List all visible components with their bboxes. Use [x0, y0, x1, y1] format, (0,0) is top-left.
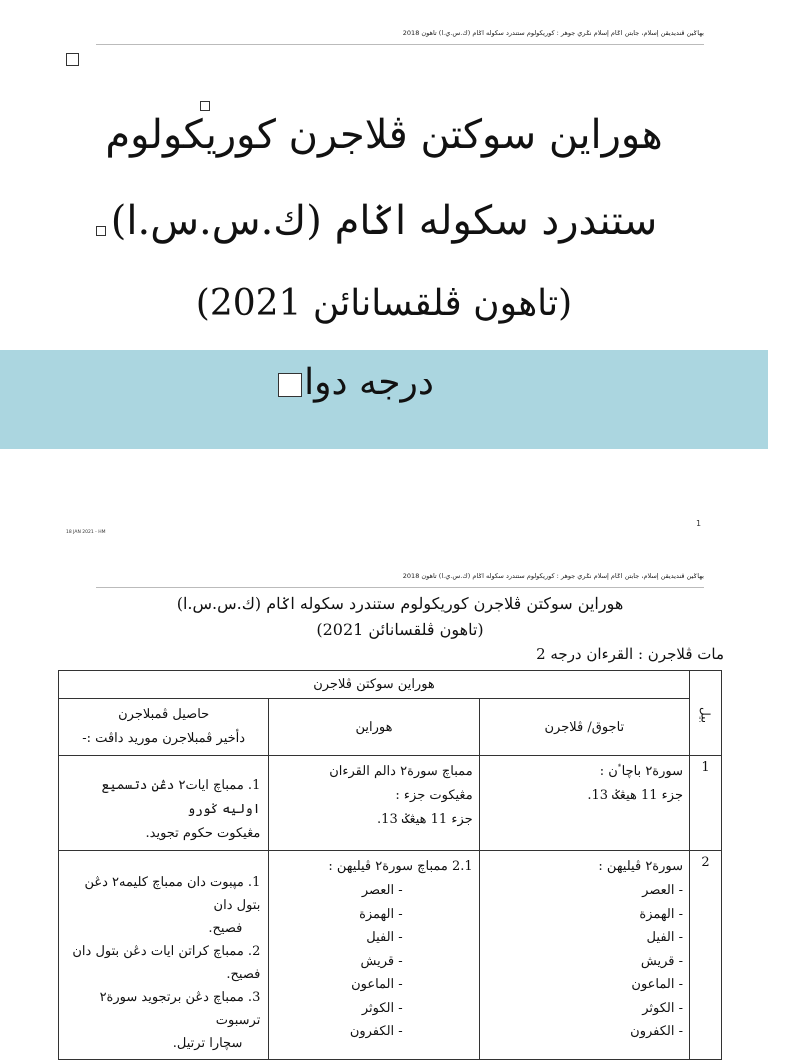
list-item: - الكفرون	[486, 1020, 683, 1044]
list-item: - الماعون	[275, 973, 402, 997]
col-outcome-header	[59, 699, 269, 756]
desc-list	[275, 879, 472, 1044]
list-item: - الكفرون	[275, 1020, 402, 1044]
list-item: - العصر	[486, 879, 683, 903]
list-item: - الهمزة	[486, 903, 683, 927]
header-rule	[96, 44, 704, 45]
list-item: - العصر	[275, 879, 402, 903]
header-text: بهاݢين ڤنديديقن إسلام، جابتن اݢام إسلام نݢري جوهر : كوريكولوم ستندرد سكوله اݢام (ك.س.ي.ا) تاهون 2018	[402, 29, 704, 37]
row-number: 2	[690, 851, 722, 1060]
grade-label: درجه دوا	[304, 362, 434, 403]
col-outcome-sublabel: دأخير ڤمبلاجرن موريد داڤت :-	[82, 731, 246, 746]
topic-list	[486, 879, 683, 1044]
page-header	[96, 29, 704, 37]
list-item: سچارا ترتيل.	[172, 1036, 243, 1051]
row-topic	[479, 756, 689, 851]
row-topic	[479, 851, 689, 1060]
doc-title-line-2: (تاهون ڤلقسانائن 2021)	[316, 620, 484, 639]
cover-title-line-1: هوراين سوكتن ڤلاجرن كوريكولوم	[105, 112, 663, 158]
placeholder-box-icon	[200, 101, 210, 111]
list-item: - قريش	[486, 950, 683, 974]
outcome-line: 1. ممباچ ايات٢ دڠن دتسميع اوليه ݢورو	[101, 778, 261, 817]
row-outcome	[59, 851, 269, 1060]
subject-label: مات ڤلاجرن : القرءان درجه 2	[536, 645, 724, 663]
list-item: - الماعون	[486, 973, 683, 997]
desc-title: 2.1 ممباچ سورة٢ ڤيليهن :	[328, 859, 473, 874]
list-item: 3. ممباچ دڠن برتجويد سورة٢ ترسبوت	[99, 990, 261, 1028]
col-span-header: هوراين سوكتن ڤلاجرن	[59, 671, 690, 699]
outcome-list	[67, 871, 260, 1055]
outcome-line: مڠيكوت حكوم تجويد.	[145, 826, 261, 841]
list-item: 1. مڽبوت دان ممباچ كليمه٢ دڠن بتول دان	[84, 875, 261, 913]
row-outcome	[59, 756, 269, 851]
placeholder-box-icon	[278, 373, 302, 397]
page-header	[96, 572, 704, 580]
header-rule	[96, 587, 704, 588]
desc-line: جزء 11 هيڠݢ 13.	[377, 812, 473, 827]
row-desc	[269, 851, 479, 1060]
list-item: فصيح.	[208, 921, 243, 936]
cover-title-line-3: (تاهون ڤلقسانائن 2021)	[195, 283, 573, 324]
list-item: - الهمزة	[275, 903, 402, 927]
list-item: - الكوثر	[275, 997, 402, 1021]
grade-banner-text	[0, 362, 712, 403]
footer-date: 18 JAN 2021 - HM	[66, 530, 106, 535]
list-item: - الكوثر	[486, 997, 683, 1021]
topic-title: سورة٢ ڤيليهن :	[598, 859, 683, 874]
col-no-header	[690, 671, 722, 756]
desc-line: مڠيكوت جزء :	[395, 788, 473, 803]
list-item: - الفيل	[486, 926, 683, 950]
table-row	[59, 851, 722, 1060]
list-item: - قريش	[275, 950, 402, 974]
row-desc	[269, 756, 479, 851]
topic-line: جزء 11 هيڠݢ 13.	[587, 788, 683, 803]
desc-line: ممباچ سورة٢ دالم القرءان	[329, 764, 473, 779]
col-desc-header: هوراين	[269, 699, 479, 756]
doc-title-line-1: هوراين سوكتن ڤلاجرن كوريكولوم ستندرد سكوله اݢام (ك.س.س.ا)	[176, 594, 624, 613]
list-item: 2. ممباچ كراتن ايات دڠن بتول دان فصيح.	[72, 944, 261, 982]
lesson-plan-table	[58, 670, 722, 1060]
table-row	[59, 756, 722, 851]
list-item: - الفيل	[275, 926, 402, 950]
header-text: بهاݢين ڤنديديقن إسلام، جابتن اݢام إسلام نݢري جوهر : كوريكولوم ستندرد سكوله اݢام (ك.س.ي.ا) تاهون 2018	[402, 572, 704, 580]
col-outcome-label: حاصيل ڤمبلاجرن	[118, 707, 210, 722]
page-number: 1	[696, 519, 702, 528]
col-no-label: بيل	[698, 706, 713, 724]
placeholder-box-icon	[66, 53, 79, 66]
topic-line: سورة٢ باچاٴن :	[599, 764, 683, 779]
row-number: 1	[690, 756, 722, 851]
cover-title-line-2: ستندرد سكوله اݢام (ك.س.س.ا)	[110, 198, 658, 244]
col-topic-header: تاجوق/ ڤلاجرن	[479, 699, 689, 756]
